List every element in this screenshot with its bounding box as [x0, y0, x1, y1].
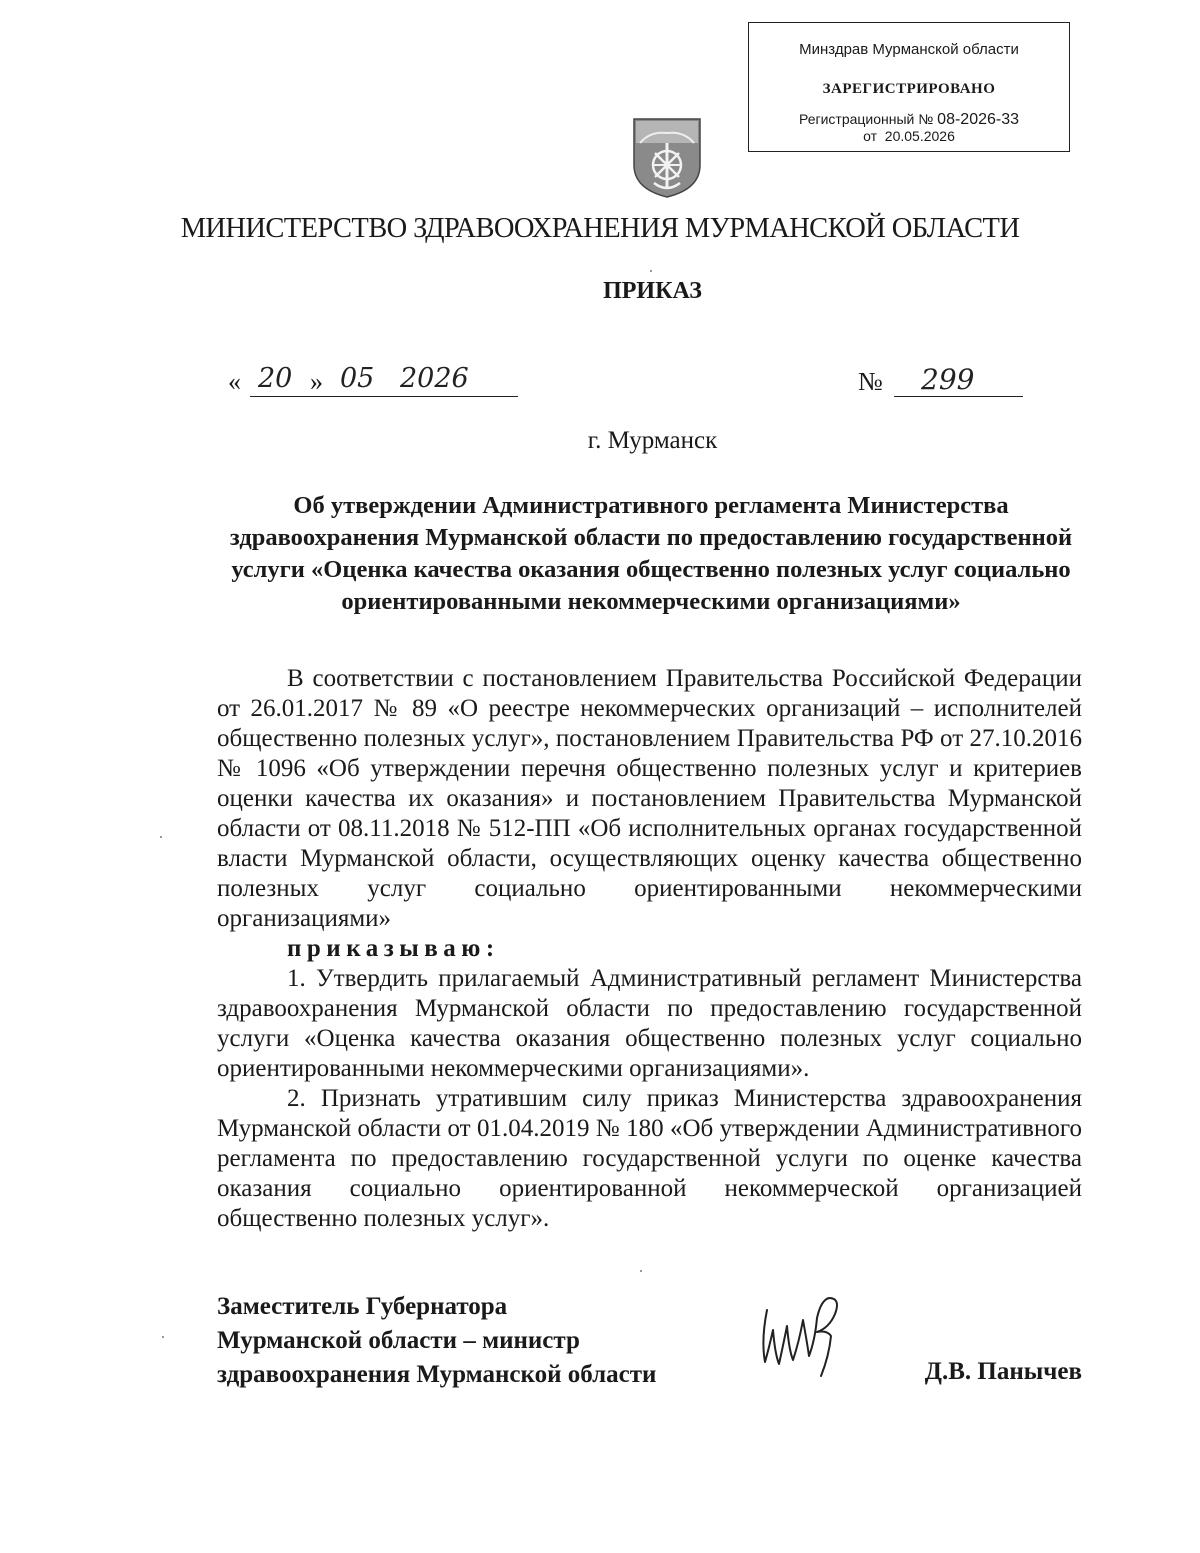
stamp-reg-label: Регистрационный № — [798, 111, 934, 127]
handwritten-signature — [755, 1290, 850, 1380]
scan-speck — [650, 270, 652, 272]
position-line: Мурманской области – министр — [217, 1327, 580, 1354]
date-open-quote: « — [228, 367, 241, 396]
order-verb: приказываю: — [287, 935, 500, 962]
position-line: Заместитель Губернатора — [217, 1293, 508, 1320]
order-subject: Об утверждении Административного регламента Министерства здравоохранения Мурманской области по предоставлению государственной услуги «Оценка качества оказания общественно полезных услуг социально ориентированными некоммерческими организациями» — [229, 492, 1073, 615]
order-number — [858, 363, 1023, 399]
stamp-registration — [749, 111, 1069, 145]
date-underline — [250, 396, 518, 397]
signatory-name: Д.В. Панычев — [924, 1358, 1082, 1385]
preamble: В соответствии с постановлением Правительства Российской Федерации от 26.01.2017 № 89 «О реестре некоммерческих организаций – исполнителей общественно полезных услуг», постановлением Правительства РФ от 27.10.2016 № 1096 «Об утверждении перечня общественно полезных услуг и критериев оценки качества их оказания» и постановлением Правительства Мурманской области от 08.11.2018 № 512-ПП «Об исполнительных органах государственной власти Мурманской области, осуществляющих оценку качества общественно полезных услуг социально ориентированными некоммерческими организациями» — [217, 665, 1082, 932]
stamp-date: 20.05.2026 — [884, 128, 955, 144]
signatory-position — [217, 1290, 656, 1392]
order-date — [228, 363, 518, 399]
number-sign: № — [858, 367, 883, 396]
order-item-1: 1. Утвердить прилагаемый Административный регламент Министерства здравоохранения Мурманской области по предоставлению государственной услуги «Оценка качества оказания общественно полезных услуг социально ориентированными некоммерческими организациями». — [217, 965, 1082, 1082]
stamp-date-label: от — [863, 128, 878, 144]
stamp-organization: Минздрав Мурманской области — [799, 41, 1019, 58]
coat-of-arms-icon — [628, 113, 706, 199]
date-close-quote: » — [310, 367, 323, 396]
scan-speck — [160, 836, 162, 838]
stamp-reg-number: 08-2026-33 — [937, 111, 1020, 128]
ministry-name: МИНИСТЕРСТВО ЗДРАВООХРАНЕНИЯ МУРМАНСКОЙ ОБЛАСТИ — [180, 213, 1020, 244]
document-type: ПРИКАЗ — [603, 278, 702, 304]
date-month: 05 — [340, 363, 375, 394]
scan-speck — [640, 1270, 642, 1272]
document-body — [217, 664, 1082, 1234]
position-line: здравоохранения Мурманской области — [217, 1361, 657, 1388]
date-day: 20 — [258, 363, 293, 394]
number-underline — [894, 396, 1023, 397]
stamp-status: ЗАРЕГИСТРИРОВАНО — [822, 81, 996, 97]
date-year: 2026 — [400, 363, 469, 394]
order-item-2: 2. Признать утратившим силу приказ Министерства здравоохранения Мурманской области от 01.04.2019 № 180 «Об утверждении Административного регламента по предоставлению государственной услуги по оценке качества оказания социально ориентированной некоммерческой организацией общественно полезных услуг». — [217, 1085, 1082, 1232]
registration-stamp — [748, 22, 1070, 152]
city: г. Мурманск — [587, 427, 718, 454]
scan-speck — [162, 1336, 164, 1338]
number-value: 299 — [921, 363, 975, 396]
